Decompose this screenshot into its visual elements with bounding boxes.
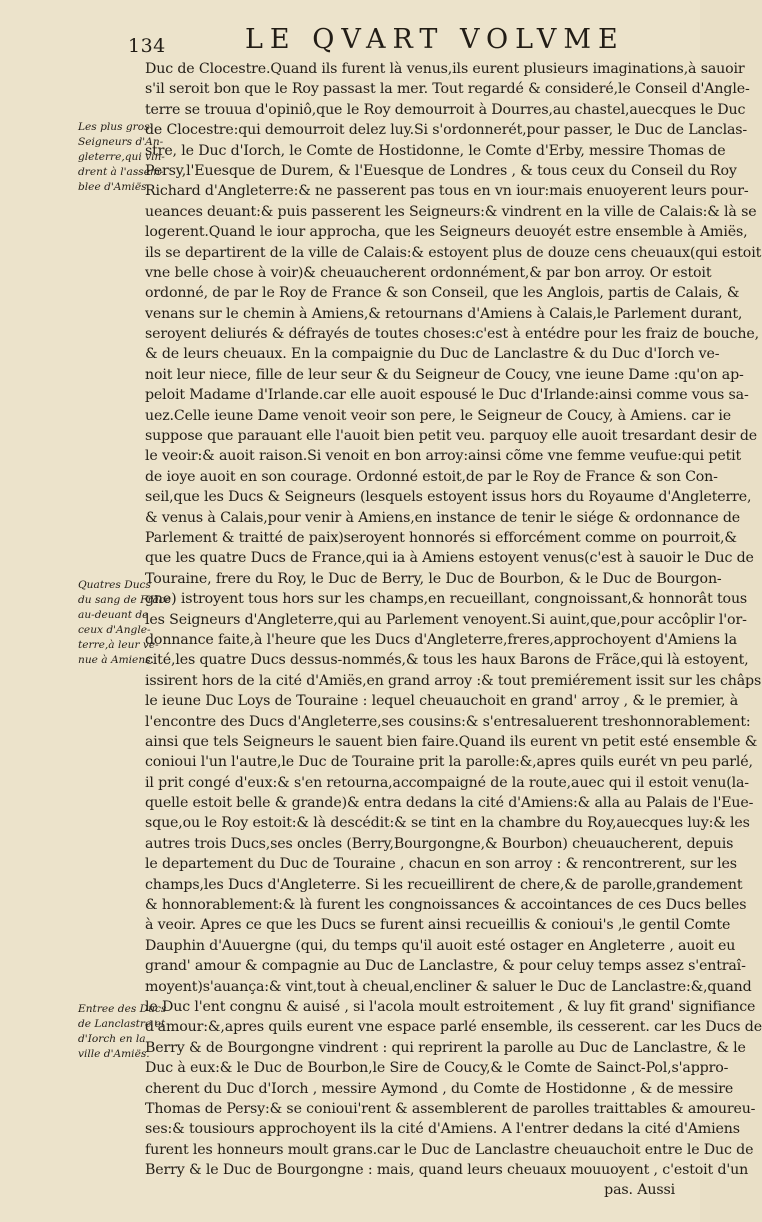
margin-note (78, 1002, 167, 1062)
text-line: ils se departirent de la ville de Calais:& estoyent plus de douze cens cheuaux(qui estoit (145, 244, 762, 261)
text-line: gne) istroyent tous hors sur les champs,en recueillant, congnoissant,& honnorât tous (145, 591, 748, 608)
margin-note-line: nue à Amiens. (78, 654, 154, 666)
text-line: le ieune Duc Loys de Touraine : lequel cheuauchoit en grand' arroy , & le premier, à (145, 693, 739, 710)
text-line: Duc de Clocestre.Quand ils furent là venus,ils eurent plusieurs imaginations,à sauoir (145, 61, 745, 77)
text-line: Duc à eux:& le Duc de Bourbon,le Sire de Coucy,& le Comte de Sainct-Pol,s'appro- (145, 1060, 729, 1077)
text-line: le veoir:& auoit raison.Si venoit en bon arroy:ainsi cõme vne femme veufue:qui petit (145, 448, 742, 465)
text-line: que les quatre Ducs de France,qui ia à Amiens estoyent venus(c'est à sauoir le Duc de (145, 550, 754, 567)
text-line: moyent)s'auança:& vint,tout à cheual,encliner & saluer le Duc de Lanclastre:&,quand (145, 978, 752, 995)
text-line: Touraine, frere du Roy, le Duc de Berry, le Duc de Bourbon, & le Duc de Bourgon- (145, 570, 722, 587)
text-line: uez.Celle ieune Dame venoit veoir son pere, le Seigneur de Coucy, à Amiens. car ie (145, 407, 731, 424)
text-line: seroyent deliurés & défrayés de toutes choses:c'est à entédre pour les fraiz de bouche, (145, 326, 759, 343)
margin-note-line: au-deuant de (78, 609, 149, 621)
text-line: les Seigneurs d'Angleterre,qui au Parlement venoyent.Si auint,que,pour accôplir l'or- (145, 611, 747, 628)
text-line: Dauphin d'Auuergne (qui, du temps qu'il auoit esté ostager en Angleterre , auoit eu (145, 937, 736, 954)
text-line: donnance faite,à l'heure que les Ducs d'Angleterre,freres,approchoyent d'Amiens la (145, 631, 737, 648)
text-line: Thomas de Persy:& se conioui'rent & assemblerent de parolles traittables & amoureu- (145, 1100, 756, 1117)
text-line: autres trois Ducs,ses oncles (Berry,Bourgongne,& Bourbon) cheuaucherent, depuis (145, 835, 734, 852)
text-line: ueances deuant:& puis passerent les Seigneurs:& vindrent en la ville de Calais:& là se (145, 203, 757, 220)
text-line: venans sur le chemin à Amiens,& retournans d'Amiens à Calais,le Parlement durant, (145, 305, 743, 322)
margin-note-line: drent à l'assem- (78, 166, 164, 178)
text-line: & de leurs cheuaux. En la compaignie du Duc de Lanclastre & du Duc d'Iorch ve- (145, 346, 720, 363)
text-line: à veoir. Apres ce que les Ducs se furent ainsi recueillis & conioui's ,le gentil Comte (145, 917, 731, 934)
margin-note (78, 578, 172, 668)
margin-note-line: de Lanclastre et (78, 1018, 166, 1030)
margin-note-line: Seigneurs d'An- (78, 136, 164, 148)
text-line: ses:& tousiours approchoyent ils la cité d'Amiens. A l'entrer dedans la cité d'Amiens (145, 1121, 740, 1138)
text-line: suppose que parauant elle l'auoit bien petit veu. parquoy elle auoit tresardant desir de (145, 428, 758, 445)
margin-note-line: du sang de Frãce (78, 594, 172, 606)
page-number: 134 (128, 35, 166, 57)
text-line: terre se trouua d'opiniô,que le Roy demourroit à Dourres,au chastel,auecques le Duc (145, 101, 746, 118)
body-text (145, 59, 762, 1201)
margin-note-line: Les plus gros (78, 121, 150, 133)
text-line: furent les honneurs moult grans.car le Duc de Lanclastre cheuauchoit entre le Duc de (145, 1141, 754, 1158)
margin-note-line: gleterre,qui vin- (78, 151, 165, 163)
text-line: Berry & de Bourgongne vindrent : qui reprirent la parolle au Duc de Lanclastre, & le (145, 1039, 746, 1056)
text-line: Richard d'Angleterre:& ne passerent pas tous en vn iour:mais enuoyerent leurs pour- (145, 183, 749, 200)
text-line: Parlement & traitté de paix)seroyent honnorés si efforcément comme on pourroit,& (145, 529, 737, 546)
text-line: ainsi que tels Seigneurs le sauent bien faire.Quand ils eurent vn petit esté ensemble & (145, 733, 758, 750)
text-line: quelle estoit belle & grande)& entra dedans la cité d'Amiens:& alla au Palais de l'Eue- (145, 795, 754, 812)
text-line: pas. Aussi (604, 1182, 675, 1199)
text-line: grand' amour & compagnie au Duc de Lanclastre, & pour celuy temps assez s'entraî- (145, 958, 746, 975)
text-line: d'amour:&,apres quils eurent vne espace parlé ensemble, ils cesserent. car les Ducs de (145, 1019, 762, 1036)
text-line: logerent.Quand le iour approcha, que les Seigneurs deuoyét estre ensemble à Amiës, (145, 224, 748, 241)
margin-note-line: ville d'Amiës. (78, 1048, 150, 1060)
margin-note-line: terre,à leur ve- (78, 639, 159, 651)
text-line: peloit Madame d'Irlande.car elle auoit espousé le Duc d'Irlande:ainsi comme vous sa- (145, 387, 749, 404)
text-line: le departement du Duc de Touraine , chacun en son arroy : & rencontrerent, sur les (145, 856, 737, 873)
text-line: vne belle chose à voir)& cheuaucherent ordonnément,& par bon arroy. Or estoit (145, 264, 712, 281)
text-line: & honnorablement:& là furent les congnoissances & accointances de ces Ducs belles (145, 897, 747, 914)
text-line: & venus à Calais,pour venir à Amiens,en instance de tenir le siége & ordonnance de (145, 509, 741, 526)
text-line: stre, le Duc d'Iorch, le Comte de Hostidonne, le Comte d'Erby, messire Thomas de (145, 142, 726, 159)
margin-note-line: Entree des Ducs (78, 1003, 167, 1015)
text-line: seil,que les Ducs & Seigneurs (lesquels estoyent issus hors du Royaume d'Angleterre, (145, 489, 752, 506)
text-line: ordonné, de par le Roy de France & son Conseil, que les Anglois, partis de Calais, & (145, 285, 740, 302)
text-line: cité,les quatre Ducs dessus-nommés,& tous les haux Barons de Frãce,qui là estoyent, (145, 652, 749, 669)
text-line: noit leur niece, fille de leur seur & du Seigneur de Coucy, vne ieune Dame :qu'on ap- (145, 366, 744, 383)
text-line: de ioye auoit en son courage. Ordonné estoit,de par le Roy de France & son Con- (145, 468, 718, 485)
text-line: de Clocestre:qui demourroit delez luy.Si s'ordonnerét,pour passer, le Duc de Lanclas- (145, 122, 748, 139)
text-line: l'encontre des Ducs d'Angleterre,ses cousins:& s'entresaluerent treshonnorablement: (145, 713, 751, 730)
text-line: sque,ou le Roy estoit:& là descédit:& se tint en la chambre du Roy,auecques luy:& les (145, 815, 750, 832)
margin-note-line: blee d'Amiës. (78, 181, 150, 193)
text-line: champs,les Ducs d'Angleterre. Si les recueillirent de chere,& de parolle,grandement (145, 876, 743, 893)
margin-note (78, 120, 165, 195)
text-line: le Duc l'ent congnu & auisé , si l'acola moult estroitement , & luy fit grand' signifiance (145, 998, 756, 1015)
text-line: conioui l'un l'autre,le Duc de Touraine prit la parolle:&,apres quils eurét vn peu parlé, (145, 754, 753, 771)
margin-note-line: Quatres Ducs (78, 579, 151, 591)
text-line: issirent hors de la cité d'Amiës,en grand arroy :& tout premiérement issit sur les châps (145, 672, 762, 689)
text-line: s'il seroit bon que le Roy passast la mer. Tout regardé & consideré,le Conseil d'Angle- (145, 81, 750, 98)
text-line: Berry & le Duc de Bourgongne : mais, quand leurs cheuaux mouuoyent , c'estoit d'un (145, 1162, 749, 1179)
margin-note-line: d'Iorch en la (78, 1033, 146, 1045)
text-line: Persy,l'Euesque de Durem, & l'Euesque de Londres , & tous ceux du Conseil du Roy (145, 162, 737, 179)
text-line: il prit congé d'eux:& s'en retourna,accompaigné de la route,auec qui il estoit venu(la- (145, 774, 749, 791)
text-line: cherent du Duc d'Iorch , messire Aymond , du Comte de Hostidonne , & de messire (145, 1080, 734, 1097)
margin-note-line: ceux d'Angle- (78, 624, 151, 636)
running-head: LE QVART VOLVME (245, 24, 625, 55)
